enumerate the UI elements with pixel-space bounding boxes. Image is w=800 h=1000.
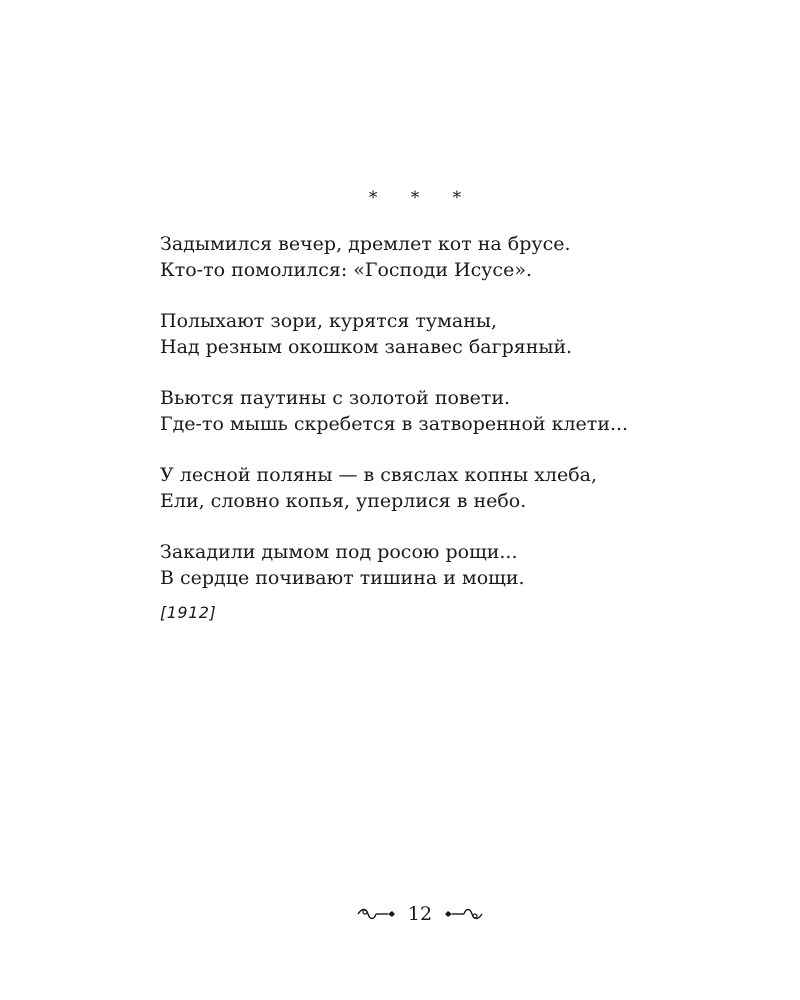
poem-line: У лесной поляны — в свяслах копны хлеба, bbox=[160, 464, 598, 486]
page-footer bbox=[0, 900, 800, 927]
poem-body bbox=[160, 231, 760, 616]
poem-line: Над резным окошком занавес багряный. bbox=[160, 336, 573, 358]
flourish-ornament-right-icon bbox=[444, 906, 484, 922]
poem-line: В сердце почивают тишина и мощи. bbox=[160, 567, 525, 589]
poem-line: Вьются паутины с золотой повети. bbox=[160, 387, 511, 409]
poem-line: Задымился вечер, дремлет кот на брусе. bbox=[160, 233, 571, 255]
stanza bbox=[160, 231, 760, 283]
poem-line: Кто-то помолился: «Господи Исусе». bbox=[160, 259, 532, 281]
poem-line: Полыхают зори, курятся туманы, bbox=[160, 310, 498, 332]
poem-line: Где-то мышь скребется в затворенной клети... bbox=[160, 413, 629, 435]
poem-line: Ели, словно копья, уперлися в небо. bbox=[160, 490, 527, 512]
flourish-ornament-left-icon bbox=[356, 906, 396, 922]
stanza bbox=[160, 539, 760, 591]
stanza bbox=[160, 385, 760, 437]
poem-line: Закадили дымом под росою рощи... bbox=[160, 541, 518, 563]
poem-date: [1912] bbox=[160, 603, 217, 622]
poem-separator: * * * bbox=[368, 188, 476, 208]
stanza bbox=[160, 308, 760, 360]
page-number: 12 bbox=[407, 903, 433, 925]
stanza bbox=[160, 462, 760, 514]
